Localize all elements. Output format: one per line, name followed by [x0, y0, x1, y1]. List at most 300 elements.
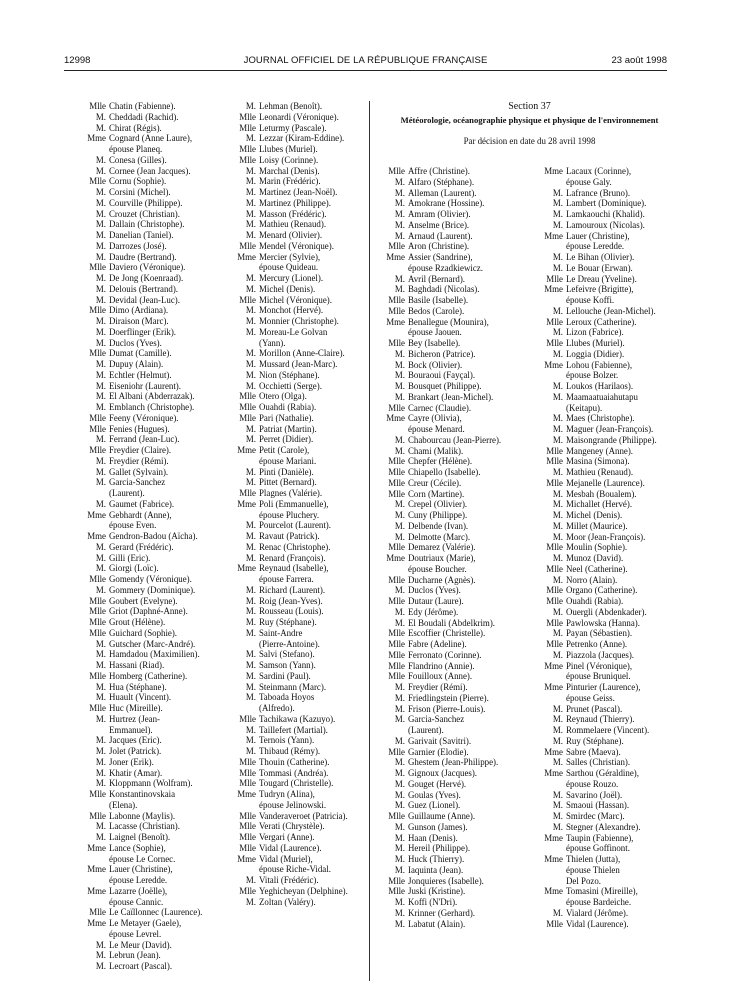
name-entry: [84, 735, 232, 746]
title-abbrev: Mlle: [239, 154, 256, 165]
person-name: Amram (Olivier).: [408, 209, 471, 219]
title-abbrev: M.: [245, 305, 256, 316]
name-entry: [84, 305, 232, 316]
person-name: Affre (Christine).: [408, 166, 470, 176]
title-abbrev: Mlle: [239, 842, 256, 853]
title-abbrev: Mlle: [546, 542, 563, 553]
person-name: Patriat (Martin).: [259, 423, 317, 434]
name-entry: [383, 628, 538, 639]
name-entry: [541, 349, 681, 360]
title-abbrev: M.: [394, 499, 405, 510]
person-name: épouse Pluchery.: [259, 509, 320, 520]
name-entry: [234, 424, 368, 435]
name-entry: [383, 650, 538, 661]
person-name: Conesa (Gilles).: [109, 154, 167, 165]
person-name: Corn (Martine).: [408, 488, 465, 499]
title-abbrev: [84, 854, 109, 865]
person-name: Ouergli (Abdenkader).: [566, 606, 647, 617]
name-entry: [383, 456, 538, 467]
name-entry: [541, 725, 681, 736]
person-name: Duclos (Yves).: [408, 585, 461, 596]
person-name: Chirat (Régis).: [109, 122, 162, 133]
person-name: Moor (Jean-François).: [566, 531, 646, 542]
name-entry: [84, 725, 232, 736]
person-name: Savarino (Joël).: [566, 789, 623, 800]
name-entry: [383, 370, 538, 381]
person-name: Huc (Mireille).: [109, 703, 163, 713]
person-name: Mejanelle (Laurence).: [566, 477, 645, 488]
person-name: Emblanch (Christophe).: [109, 402, 195, 412]
name-entry: [234, 886, 368, 897]
name-entry: [383, 768, 538, 779]
title-abbrev: Mlle: [546, 585, 563, 596]
name-entry: [234, 821, 368, 832]
person-name: Guez (Lionel).: [408, 800, 461, 811]
name-entry: [541, 704, 681, 715]
title-abbrev: [541, 671, 566, 682]
person-name: Mussard (Jean-Marc).: [259, 359, 338, 369]
person-name: Sarthou (Géraldine),: [566, 768, 639, 778]
name-entry: [383, 241, 538, 252]
title-abbrev: M.: [95, 498, 106, 509]
title-abbrev: [84, 725, 109, 736]
name-entry: [541, 618, 681, 629]
person-name: Kloppmann (Wolfram).: [109, 778, 193, 789]
person-name: Darrozes (José).: [109, 240, 167, 251]
title-abbrev: M.: [95, 359, 106, 369]
name-entry: [383, 811, 538, 822]
name-entry: [234, 348, 368, 359]
person-name: Norro (Alain).: [566, 574, 618, 585]
person-name: Hassani (Riad).: [109, 660, 165, 670]
person-name: Sardini (Paul).: [259, 670, 311, 681]
title-abbrev: M.: [394, 843, 405, 854]
title-abbrev: M.: [552, 735, 563, 746]
person-name: Bousquet (Philippe).: [408, 381, 482, 391]
person-name: Emmanuel).: [109, 724, 153, 735]
title-abbrev: Mlle: [388, 639, 405, 649]
person-name: Maes (Christophe).: [566, 413, 635, 424]
person-name: Reynaud (Thierry).: [566, 714, 635, 725]
name-entry: [541, 607, 681, 618]
title-abbrev: Mlle: [239, 240, 256, 251]
person-name: Occhietti (Serge).: [259, 380, 322, 391]
person-name: Verati (Chrystèle).: [259, 821, 325, 832]
title-abbrev: M.: [394, 854, 405, 864]
title-abbrev: M.: [245, 584, 256, 595]
person-name: Taboada Hoyos: [259, 692, 315, 703]
name-entry: [541, 532, 681, 543]
title-abbrev: [541, 876, 566, 887]
name-entry: [234, 671, 368, 682]
name-entry: [234, 628, 368, 639]
name-entry: [234, 499, 368, 510]
title-abbrev: Mlle: [239, 767, 256, 778]
person-name: Griot (Daphné-Anne).: [109, 606, 188, 617]
person-name: Baghdadi (Nicolas).: [408, 284, 480, 295]
title-abbrev: M.: [95, 326, 106, 337]
title-abbrev: Mlle: [239, 144, 256, 154]
person-name: Mangeney (Anne).: [566, 445, 634, 456]
name-entry: [541, 284, 681, 295]
name-entry: [84, 327, 232, 338]
person-name: Llubes (Muriel).: [566, 338, 625, 348]
person-name: Crouzet (Christian).: [109, 208, 180, 219]
title-abbrev: Mlle: [388, 305, 405, 316]
name-entry: [383, 360, 538, 371]
person-name: Dallain (Christophe).: [109, 219, 185, 230]
name-entry: [234, 391, 368, 402]
title-abbrev: M.: [552, 800, 563, 811]
name-entry: [234, 144, 368, 155]
person-name: Joner (Erik).: [109, 756, 154, 767]
title-abbrev: M.: [245, 466, 256, 477]
name-entry: [383, 177, 538, 188]
person-name: Giorgi (Loïc).: [109, 563, 159, 574]
person-name: Gomendy (Véronique).: [109, 574, 192, 584]
person-name: Munoz (David).: [566, 553, 624, 563]
name-entry: [234, 241, 368, 252]
title-abbrev: M.: [95, 541, 106, 552]
title-abbrev: Mlle: [89, 617, 106, 627]
person-name: Gaumet (Fabrice).: [109, 498, 175, 509]
title-abbrev: Mlle: [388, 574, 405, 585]
name-entry: [84, 875, 232, 886]
name-entry: [383, 757, 538, 768]
title-abbrev: M.: [95, 638, 106, 649]
name-entry: [541, 489, 681, 500]
name-entry: [84, 424, 232, 435]
title-abbrev: M.: [95, 208, 106, 219]
title-abbrev: M.: [245, 660, 256, 670]
title-abbrev: M.: [552, 757, 563, 768]
title-abbrev: M.: [552, 789, 563, 800]
person-name: Gilli (Eric).: [109, 552, 151, 563]
person-name: Frison (Pierre-Louis).: [408, 703, 486, 714]
title-abbrev: M.: [552, 628, 563, 639]
title-abbrev: M.: [394, 692, 405, 703]
title-abbrev: M.: [245, 875, 256, 885]
title-abbrev: M.: [95, 187, 106, 197]
person-name: Labonne (Maylis).: [109, 810, 176, 821]
person-name: Piazzola (Jacques).: [566, 649, 635, 660]
name-entry: [84, 155, 232, 166]
name-entry: [541, 295, 681, 306]
person-name: Huault (Vincent).: [109, 692, 172, 703]
name-entry: [541, 467, 681, 478]
person-name: Lauer (Christine),: [566, 230, 630, 241]
name-entry: [234, 510, 368, 521]
name-entry: [383, 607, 538, 618]
title-abbrev: M.: [245, 617, 256, 627]
name-entry: [84, 585, 232, 596]
name-entry: [234, 434, 368, 445]
person-name: Khatir (Amar).: [109, 767, 163, 778]
name-entry: [383, 661, 538, 672]
person-name: épouse Mariani.: [259, 455, 317, 466]
name-entry: [541, 682, 681, 693]
person-name: Guichard (Sophie).: [109, 627, 178, 638]
person-name: Saint-Andre: [259, 627, 303, 638]
person-name: Ternois (Yann).: [259, 735, 315, 746]
title-abbrev: M.: [394, 918, 405, 929]
name-entry: [234, 198, 368, 209]
name-entry: [84, 488, 232, 499]
title-abbrev: Mme: [544, 886, 563, 897]
person-name: épouse Geiss.: [566, 692, 615, 703]
title-abbrev: M.: [95, 455, 106, 466]
name-entry: [84, 381, 232, 392]
title-abbrev: M.: [95, 961, 106, 971]
title-abbrev: Mlle: [546, 918, 563, 929]
person-name: Samson (Yann).: [259, 660, 316, 670]
title-abbrev: M.: [95, 552, 106, 563]
title-abbrev: [541, 370, 566, 381]
name-entry: [234, 273, 368, 284]
title-abbrev: Mlle: [89, 703, 106, 713]
person-name: Petit (Carole),: [259, 445, 310, 455]
person-name: Pinturier (Laurence),: [566, 682, 641, 692]
person-name: Basile (Isabelle).: [408, 295, 469, 305]
person-name: épouse Bruniquel.: [566, 671, 631, 682]
title-abbrev: [541, 693, 566, 704]
title-abbrev: M.: [394, 273, 405, 284]
name-entry: [541, 241, 681, 252]
name-entry: [383, 306, 538, 317]
name-entry: [383, 779, 538, 790]
title-abbrev: Mlle: [89, 176, 106, 187]
title-abbrev: M.: [552, 252, 563, 262]
title-abbrev: M.: [245, 197, 256, 208]
name-entry: [383, 252, 538, 263]
person-name: Amokrane (Hossine).: [408, 198, 485, 209]
person-name: Delouis (Bertrand).: [109, 283, 179, 294]
title-abbrev: Mlle: [89, 907, 106, 918]
title-abbrev: M.: [95, 832, 106, 842]
person-name: Grout (Hélène).: [109, 617, 166, 627]
title-abbrev: Mme: [87, 509, 106, 520]
name-entry: [383, 392, 538, 403]
person-name: Leroux (Catherine).: [566, 316, 637, 327]
title-abbrev: M.: [245, 380, 256, 391]
title-abbrev: [234, 574, 259, 585]
person-name: Pourcelot (Laurent).: [259, 520, 331, 531]
person-name: Homberg (Catherine).: [109, 670, 188, 681]
person-name: Steinmann (Marc).: [259, 681, 327, 692]
name-entry: [541, 714, 681, 725]
title-abbrev: M.: [394, 391, 405, 402]
name-entry: [234, 596, 368, 607]
name-entry: [84, 230, 232, 241]
title-abbrev: M.: [95, 778, 106, 789]
title-abbrev: Mlle: [89, 574, 106, 584]
title-abbrev: Mlle: [89, 789, 106, 799]
person-name: Hamdadou (Maximilien).: [109, 649, 200, 660]
title-abbrev: Mlle: [239, 402, 256, 412]
title-abbrev: [541, 403, 566, 414]
person-name: Le Meur (David).: [109, 939, 172, 950]
title-abbrev: M.: [245, 326, 256, 337]
name-entry: [234, 789, 368, 800]
title-abbrev: M.: [552, 510, 563, 520]
title-abbrev: Mlle: [388, 660, 405, 671]
person-name: Martinez (Philippe).: [259, 197, 331, 208]
name-entry: [383, 424, 538, 435]
person-name: Tommasi (Andréa).: [259, 767, 329, 778]
title-abbrev: [383, 564, 408, 575]
name-entry: [383, 532, 538, 543]
person-name: Masson (Frédéric).: [259, 208, 327, 219]
title-abbrev: M.: [394, 821, 405, 832]
name-entry: [234, 456, 368, 467]
name-entry: [84, 284, 232, 295]
person-name: Flandrino (Annie).: [408, 660, 475, 671]
person-name: Lohou (Fabienne),: [566, 359, 633, 370]
title-abbrev: M.: [394, 735, 405, 746]
name-entry: [234, 660, 368, 671]
title-abbrev: M.: [245, 359, 256, 369]
name-entry: [541, 628, 681, 639]
title-abbrev: M.: [245, 316, 256, 326]
title-abbrev: M.: [95, 584, 106, 595]
person-name: Gutscher (Marc-André).: [109, 638, 196, 649]
title-abbrev: Mme: [87, 864, 106, 875]
person-name: Petrenko (Anne).: [566, 639, 628, 649]
person-name: Edy (Jérôme).: [408, 606, 459, 617]
title-abbrev: M.: [552, 434, 563, 445]
name-entry: [234, 811, 368, 822]
name-entry: [84, 703, 232, 714]
title-abbrev: M.: [95, 466, 106, 477]
name-entry: [541, 865, 681, 876]
name-entry: [383, 403, 538, 414]
name-entry: [84, 660, 232, 671]
name-entry: [541, 370, 681, 381]
person-name: Lefeivre (Brigitte),: [566, 284, 634, 295]
name-entry: [383, 349, 538, 360]
title-abbrev: Mlle: [89, 445, 106, 455]
name-entry: [541, 198, 681, 209]
title-abbrev: M.: [95, 950, 106, 961]
name-entry: [383, 725, 538, 736]
name-entry: [541, 790, 681, 801]
name-entry: [84, 252, 232, 263]
title-abbrev: M.: [245, 681, 256, 692]
name-entry: [84, 477, 232, 488]
title-abbrev: M.: [394, 434, 405, 445]
person-name: Loukos (Harilaos).: [566, 381, 634, 391]
title-abbrev: M.: [245, 896, 256, 907]
title-abbrev: [84, 800, 109, 811]
title-abbrev: Mlle: [239, 294, 256, 305]
person-name: Monchot (Hervé).: [259, 305, 324, 316]
title-abbrev: M.: [245, 746, 256, 756]
name-entry: [383, 747, 538, 758]
person-name: Delbende (Ivan).: [408, 520, 469, 531]
person-name: Goulas (Yves).: [408, 789, 461, 800]
title-abbrev: M.: [394, 381, 405, 391]
person-name: Ravaut (Patrick).: [259, 531, 320, 541]
person-name: Gouget (Hervé).: [408, 778, 467, 789]
title-abbrev: M.: [95, 563, 106, 574]
title-abbrev: M.: [552, 499, 563, 510]
name-entry: [234, 370, 368, 381]
name-entry: [84, 596, 232, 607]
title-abbrev: Mlle: [239, 713, 256, 724]
person-name: Salles (Christian).: [566, 757, 631, 768]
title-abbrev: Mlle: [388, 488, 405, 499]
name-entry: [383, 585, 538, 596]
name-entry: [541, 446, 681, 457]
name-entry: [84, 434, 232, 445]
title-abbrev: Mlle: [239, 391, 256, 402]
title-abbrev: Mlle: [388, 338, 405, 348]
name-entry: [84, 467, 232, 478]
title-abbrev: M.: [552, 488, 563, 499]
person-name: Ferrand (Jean-Luc).: [109, 434, 180, 445]
title-abbrev: [84, 144, 109, 155]
name-entry: [234, 327, 368, 338]
name-entry: [383, 198, 538, 209]
name-entry: [383, 413, 538, 424]
section-title: Section 37: [508, 101, 551, 112]
title-abbrev: M.: [245, 423, 256, 434]
person-name: Alfaro (Stéphane).: [408, 176, 475, 187]
title-abbrev: M.: [552, 606, 563, 617]
name-entry: [234, 574, 368, 585]
name-entry: [383, 381, 538, 392]
title-abbrev: Mlle: [89, 423, 106, 434]
name-entry: [84, 456, 232, 467]
name-entry: [84, 864, 232, 875]
name-entry: [234, 445, 368, 456]
name-entry: [541, 177, 681, 188]
person-name: Krinner (Gerhard).: [408, 907, 476, 918]
person-name: Garivait (Savitri).: [408, 735, 472, 746]
name-entry: [84, 187, 232, 198]
name-entry: [383, 908, 538, 919]
title-abbrev: [541, 241, 566, 252]
title-abbrev: Mme: [386, 252, 405, 262]
title-abbrev: Mme: [386, 553, 405, 563]
person-name: Dupuy (Alain).: [109, 359, 164, 369]
name-entry: [383, 478, 538, 489]
title-abbrev: Mlle: [388, 596, 405, 606]
person-name: Lafrance (Bruno).: [566, 187, 631, 198]
person-name: Goubert (Evelyne).: [109, 595, 178, 606]
name-entry: [234, 488, 368, 499]
person-name: Mathieu (Renaud).: [259, 219, 327, 230]
title-abbrev: Mlle: [239, 821, 256, 832]
name-entry: [84, 628, 232, 639]
name-entry: [234, 467, 368, 478]
name-entry: [541, 274, 681, 285]
person-name: El Albani (Abderrazak).: [109, 391, 195, 402]
title-abbrev: Mlle: [89, 262, 106, 273]
title-abbrev: Mme: [237, 853, 256, 864]
title-abbrev: Mme: [544, 359, 563, 370]
title-abbrev: M.: [95, 756, 106, 767]
name-entry: [84, 348, 232, 359]
title-abbrev: Mlle: [89, 595, 106, 606]
name-entry: [234, 768, 368, 779]
title-abbrev: M.: [552, 467, 563, 477]
name-entry: [383, 542, 538, 553]
person-name: Demarez (Valérie).: [408, 542, 476, 553]
person-name: Ferronato (Corinne).: [408, 649, 482, 660]
title-abbrev: [84, 488, 109, 499]
title-abbrev: Mlle: [89, 101, 106, 111]
